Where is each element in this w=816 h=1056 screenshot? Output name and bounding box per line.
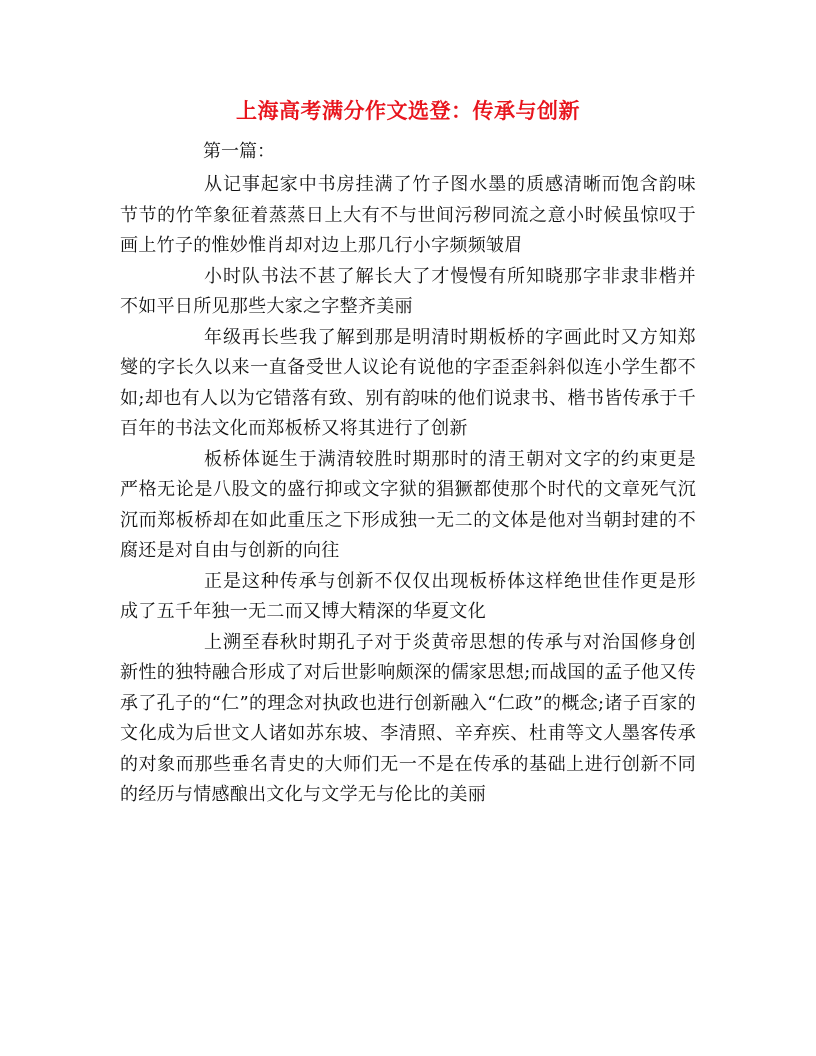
document-title: 上海高考满分作文选登：传承与创新 bbox=[236, 98, 580, 123]
paragraph-5: 正是这种传承与创新不仅仅出现板桥体这样绝世佳作更是形成了五千年独一无二而又博大精深的华夏文化 bbox=[120, 570, 696, 622]
body-text bbox=[120, 170, 696, 811]
paragraph-2: 小时队书法不甚了解长大了才慢慢有所知晓那字非隶非楷并不如平日所见那些大家之字整齐美丽 bbox=[120, 265, 696, 317]
paragraph-1: 从记事起家中书房挂满了竹子图水墨的质感清晰而饱含韵味节节的竹竿象征着蒸蒸日上大有不与世间污秽同流之意小时候虽惊叹于画上竹子的惟妙惟肖却对边上那几行小字频频皱眉 bbox=[120, 174, 696, 256]
paragraph-6: 上溯至春秋时期孔子对于炎黄帝思想的传承与对治国修身创新性的独特融合形成了对后世影响颇深的儒家思想;而战国的孟子他又传承了孔子的“仁”的理念对执政也进行创新融入“仁政”的概念;诸子百家的文化成为后世文人诸如苏东坡、李清照、辛弃疾、杜甫等文人墨客传承的对象而那些垂名青史的大师们无一不是在传承的基础上进行创新不同的经历与情感酿出文化与文学无与伦比的美丽 bbox=[120, 631, 696, 805]
section-label: 第一篇： bbox=[203, 141, 275, 162]
paragraph-4: 板桥体诞生于满清较胜时期那时的清王朝对文字的约束更是严格无论是八股文的盛行抑或文字狱的猖獗都使那个时代的文章死气沉沉而郑板桥却在如此重压之下形成独一无二的文体是他对当朝封建的不腐还是对自由与创新的向往 bbox=[120, 448, 696, 561]
paragraph-3: 年级再长些我了解到那是明清时期板桥的字画此时又方知郑燮的字长久以来一直备受世人议论有说他的字歪歪斜斜似连小学生都不如;却也有人以为它错落有致、别有韵味的他们说隶书、楷书皆传承于千百年的书法文化而郑板桥又将其进行了创新 bbox=[120, 326, 696, 439]
